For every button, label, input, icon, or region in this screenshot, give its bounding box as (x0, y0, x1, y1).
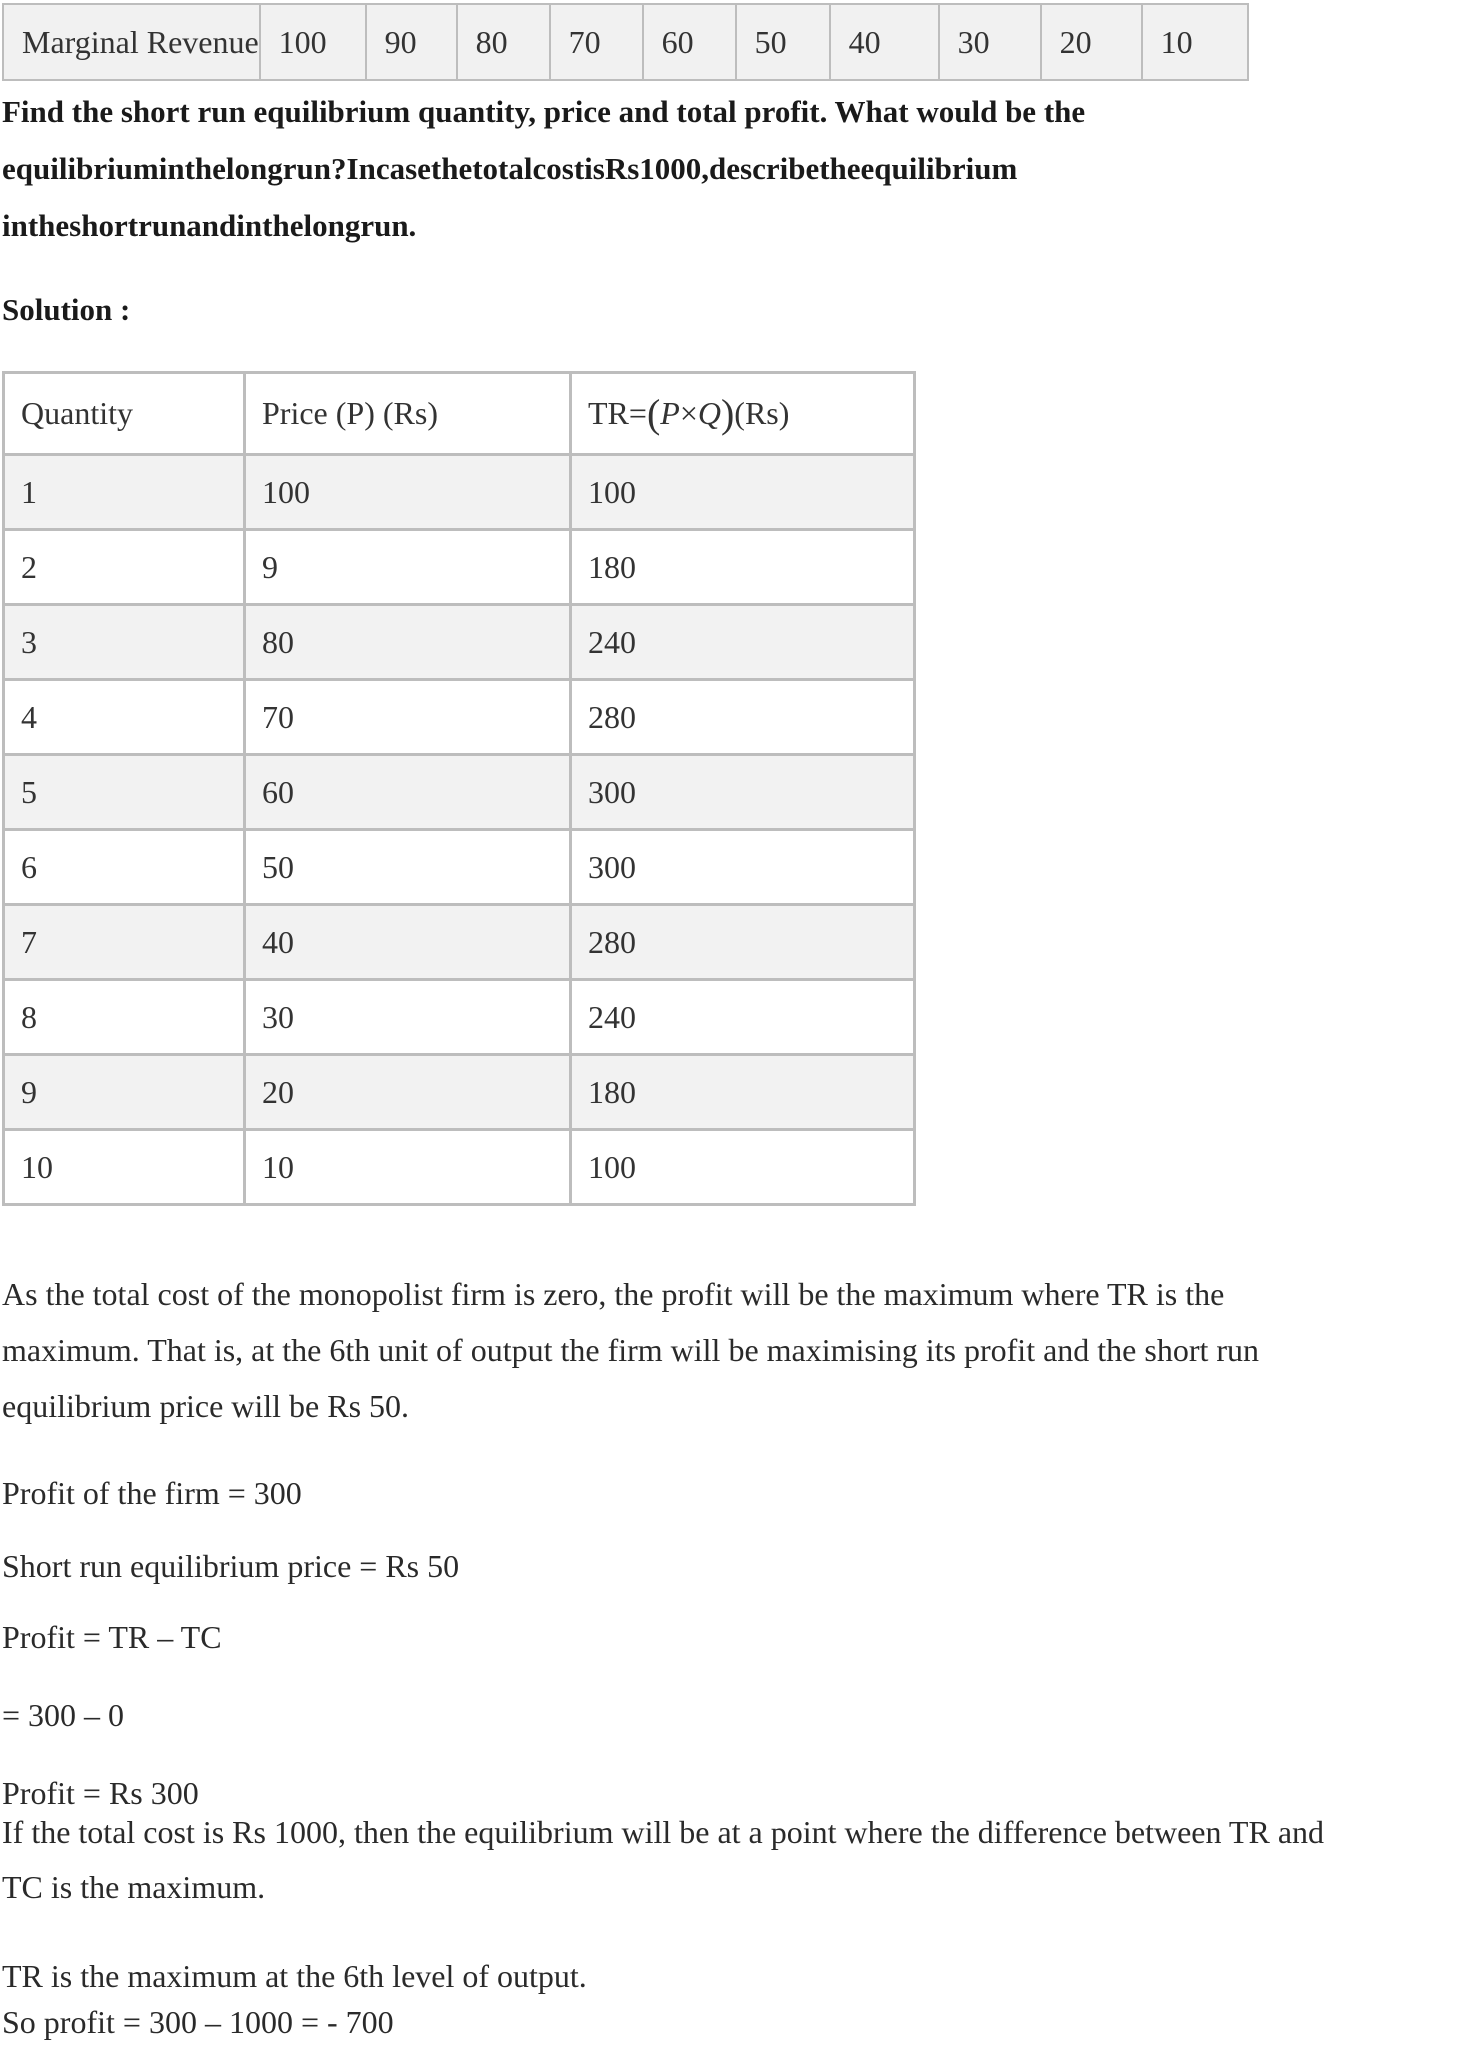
table-row (4, 605, 915, 680)
price-cell: 20 (245, 1055, 571, 1130)
explanation-line: equilibrium price will be Rs 50. (2, 1388, 410, 1424)
tr-cell: 280 (571, 905, 915, 980)
mr-cell: 60 (643, 4, 736, 80)
tr-cell: 240 (571, 980, 915, 1055)
tr-cell: 180 (571, 530, 915, 605)
cost-case-line: If the total cost is Rs 1000, then the equilibrium will be at a point where the difference between TR and (2, 1814, 1325, 1850)
question-line: equilibriuminthelongrun?IncasethetotalcostisRs1000,describetheequilibrium (2, 151, 1018, 186)
question-line: intheshortrunandinthelongrun. (2, 208, 417, 243)
so-profit: So profit = 300 – 1000 = - 700 (2, 2004, 394, 2040)
quantity-cell: 7 (4, 905, 245, 980)
table-row (4, 905, 915, 980)
table-row (4, 530, 915, 605)
tr-cell: 300 (571, 830, 915, 905)
quantity-cell: 1 (4, 455, 245, 530)
quantity-cell: 2 (4, 530, 245, 605)
mr-cell: 70 (550, 4, 643, 80)
tr-times: × (679, 395, 698, 431)
header-quantity: Quantity (4, 373, 245, 455)
price-cell: 60 (245, 755, 571, 830)
question-line: Find the short run equilibrium quantity, price and total profit. What would be the (2, 94, 1086, 129)
quantity-cell: 10 (4, 1130, 245, 1205)
price-cell: 50 (245, 830, 571, 905)
explanation-line: maximum. That is, at the 6th unit of output the firm will be maximising its profit and the short run (2, 1332, 1260, 1368)
tr-prefix: TR= (588, 395, 647, 431)
table-row (4, 1130, 915, 1205)
profit-calculation: = 300 – 0 (2, 1697, 125, 1733)
tr-open-paren: ( (646, 391, 661, 436)
mr-cell: 10 (1142, 4, 1248, 80)
explanation-line: As the total cost of the monopolist firm is zero, the profit will be the maximum where TR is the (2, 1276, 1225, 1312)
cost-case-line: TC is the maximum. (2, 1869, 266, 1905)
mr-cell: 90 (366, 4, 457, 80)
profit-of-firm: Profit of the firm = 300 (2, 1475, 302, 1511)
mr-cell: 50 (736, 4, 830, 80)
quantity-cell: 5 (4, 755, 245, 830)
quantity-cell: 6 (4, 830, 245, 905)
profit-value: Profit = Rs 300 (2, 1775, 199, 1811)
price-cell: 100 (245, 455, 571, 530)
table-row (4, 830, 915, 905)
price-cell: 40 (245, 905, 571, 980)
price-cell: 70 (245, 680, 571, 755)
marginal-revenue-label: Marginal Revenue (3, 4, 260, 80)
header-price: Price (P) (Rs) (245, 373, 571, 455)
marginal-revenue-table (2, 3, 1249, 81)
tr-cell: 240 (571, 605, 915, 680)
price-cell: 80 (245, 605, 571, 680)
tr-cell: 280 (571, 680, 915, 755)
question-text (2, 83, 1462, 254)
quantity-cell: 8 (4, 980, 245, 1055)
header-total-revenue (571, 373, 915, 455)
quantity-cell: 3 (4, 605, 245, 680)
table-row (4, 980, 915, 1055)
table-row (4, 455, 915, 530)
table-row (4, 680, 915, 755)
solution-table (2, 371, 916, 1206)
mr-cell: 30 (939, 4, 1041, 80)
tr-suffix: (Rs) (734, 395, 790, 431)
price-cell: 30 (245, 980, 571, 1055)
tr-p: P (660, 395, 680, 431)
price-cell: 9 (245, 530, 571, 605)
tr-maximum-note: TR is the maximum at the 6th level of output. (2, 1958, 587, 1994)
marginal-revenue-row (3, 4, 1248, 80)
solution-table-header (4, 373, 915, 455)
short-run-price: Short run equilibrium price = Rs 50 (2, 1548, 460, 1584)
solution-heading: Solution : (2, 292, 131, 327)
tr-cell: 100 (571, 455, 915, 530)
mr-cell: 80 (457, 4, 550, 80)
tr-cell: 100 (571, 1130, 915, 1205)
mr-cell: 20 (1041, 4, 1142, 80)
mr-cell: 40 (830, 4, 939, 80)
tr-cell: 180 (571, 1055, 915, 1130)
tr-close-paren: ) (720, 391, 735, 436)
quantity-cell: 9 (4, 1055, 245, 1130)
tr-cell: 300 (571, 755, 915, 830)
table-row (4, 1055, 915, 1130)
profit-formula: Profit = TR – TC (2, 1619, 222, 1655)
table-row (4, 755, 915, 830)
price-cell: 10 (245, 1130, 571, 1205)
mr-cell: 100 (260, 4, 366, 80)
quantity-cell: 4 (4, 680, 245, 755)
tr-q: Q (697, 395, 721, 431)
